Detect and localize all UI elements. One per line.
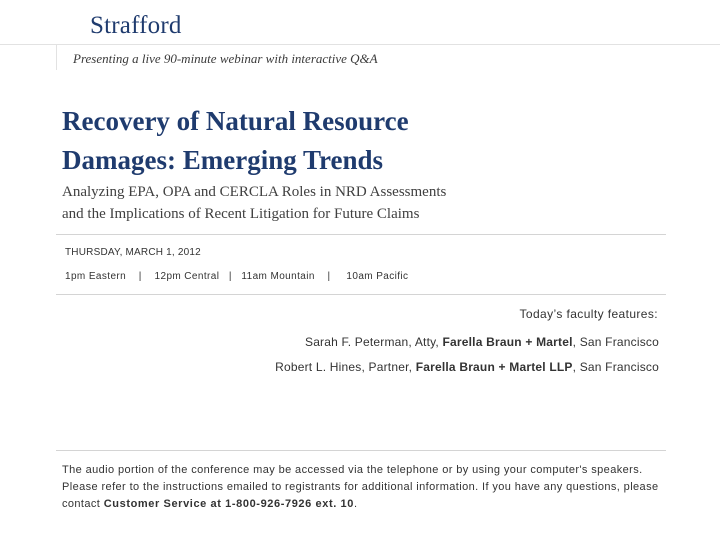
event-date: THURSDAY, MARCH 1, 2012 [65, 247, 201, 258]
speaker-2-firm: Farella Braun + Martel LLP [415, 360, 573, 374]
speaker-1-firm: Farella Braun + Martel [442, 335, 573, 349]
divider-date-bottom [56, 294, 666, 295]
tagline: Presenting a live 90-minute webinar with interactive Q&A [73, 51, 378, 66]
speaker-2 [275, 360, 659, 374]
footer-note [62, 462, 662, 513]
subtitle-line-1: Analyzing EPA, OPA and CERCLA Roles in NRD Assessments [62, 184, 447, 200]
divider-footer [56, 450, 666, 451]
speaker-1 [305, 335, 659, 349]
strafford-logo: Strafford [90, 12, 182, 39]
speaker-2-name: Robert L. Hines, Partner, [275, 360, 416, 374]
customer-service-contact: Customer Service at 1-800-926-7926 ext. 10 [103, 498, 354, 510]
webinar-title [62, 102, 702, 180]
subtitle-line-2: and the Implications of Recent Litigation for Future Claims [62, 206, 420, 222]
header-divider [0, 44, 720, 45]
footer-text: The audio portion of the conference may be accessed via the telephone or by using your computer's speakers. Please refer to the instructions emailed to registrants for additional information. If you have any questions, please contact [62, 464, 659, 510]
event-times: 1pm Eastern | 12pm Central | 11am Mountain | 10am Pacific [65, 271, 409, 282]
speaker-2-location: , San Francisco [572, 360, 659, 374]
speaker-1-name: Sarah F. Peterman, Atty, [304, 335, 443, 349]
speaker-1-location: , San Francisco [572, 335, 659, 349]
header-vertical-divider [56, 44, 57, 70]
footer-period: . [353, 498, 358, 510]
divider-date-top [56, 234, 666, 235]
title-line-2: Damages: Emerging Trends [62, 145, 383, 175]
faculty-heading: Today’s faculty features: [519, 307, 658, 321]
webinar-subtitle [62, 181, 702, 225]
title-line-1: Recovery of Natural Resource [62, 106, 409, 136]
